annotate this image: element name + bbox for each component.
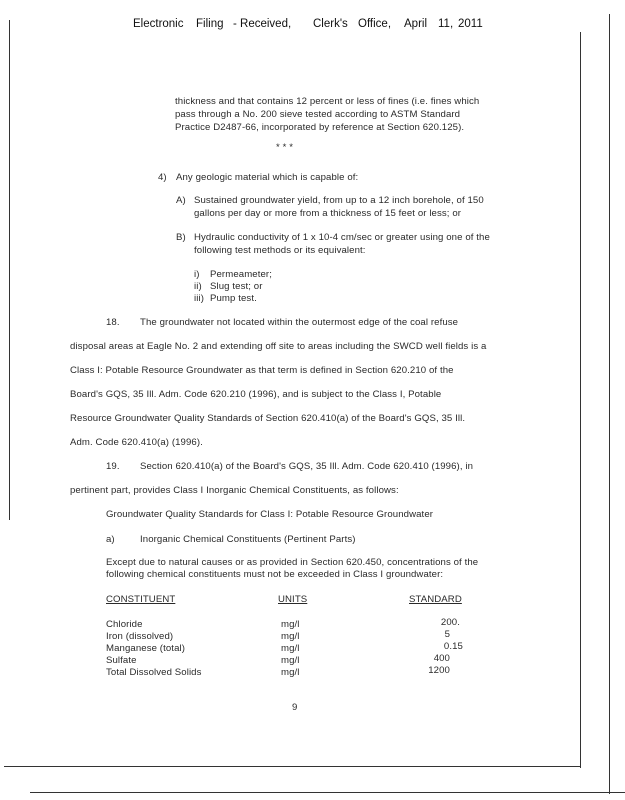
table-cell: 200. (440, 617, 460, 628)
ellipsis: * * * (276, 142, 294, 153)
table-cell: Sulfate (106, 655, 137, 666)
text-line: Adm. Code 620.410(a) (1996). (70, 437, 203, 448)
item-number: 4) (158, 172, 167, 183)
table-cell: mg/l (281, 655, 300, 666)
header-word: - Received, (233, 18, 292, 30)
text-line: The groundwater not located within the outermost edge of the coal refuse (140, 317, 459, 328)
table-cell: mg/l (281, 619, 300, 630)
column-header: STANDARD (409, 594, 462, 605)
header-word: Filing (196, 18, 224, 30)
test-number: ii) (194, 281, 202, 292)
scan-edge-far-right (609, 14, 610, 794)
header-word: 11, (438, 18, 454, 30)
test-method: Pump test. (210, 293, 257, 304)
column-header: CONSTITUENT (106, 594, 176, 605)
test-number: i) (194, 269, 200, 280)
table-cell: mg/l (281, 643, 300, 654)
table-cell: mg/l (281, 667, 300, 678)
text-line: Hydraulic conductivity of 1 x 10-4 cm/sec or greater using one of the (194, 232, 490, 243)
scan-edge-bottom-2 (30, 792, 625, 793)
item-label: A) (176, 195, 186, 206)
text-line: pass through a No. 200 sieve tested according to ASTM Standard (175, 109, 461, 120)
test-method: Permeameter; (210, 269, 272, 280)
text-line: following chemical constituents must not be exceeded in Class I groundwater: (106, 569, 444, 580)
table-cell: 400 (433, 653, 450, 664)
header-word: Clerk's (313, 18, 348, 30)
table-cell: 0.15 (443, 641, 463, 652)
text-line: Practice D2487-66, incorporated by reference at Section 620.125). (175, 122, 465, 133)
paragraph-number: 18. (106, 317, 120, 328)
scan-edge-left (9, 20, 10, 520)
text-line: Except due to natural causes or as provided in Section 620.450, concentrations of the (106, 557, 479, 568)
quote-heading: Groundwater Quality Standards for Class I: Potable Resource Groundwater (106, 509, 434, 520)
table-cell: mg/l (281, 631, 300, 642)
subsection-title: Inorganic Chemical Constituents (Pertinent Parts) (140, 534, 356, 545)
text-line: Class I: Potable Resource Groundwater as that term is defined in Section 620.210 of the (70, 365, 454, 376)
text-line: Any geologic material which is capable of: (176, 172, 359, 183)
test-number: iii) (194, 293, 204, 304)
item-label: B) (176, 232, 186, 243)
text-line: thickness and that contains 12 percent or less of fines (i.e. fines which (175, 96, 480, 107)
paragraph-number: 19. (106, 461, 120, 472)
scan-edge-right (580, 32, 581, 768)
page-number: 9 (292, 702, 298, 713)
scan-edge-bottom (4, 766, 580, 767)
table-cell: Total Dissolved Solids (106, 667, 202, 678)
table-cell: 5 (444, 629, 450, 640)
header-word: Electronic (133, 18, 184, 30)
column-header: UNITS (278, 594, 308, 605)
header-word: Office, (358, 18, 392, 30)
subsection-label: a) (106, 534, 115, 545)
table-cell: Chloride (106, 619, 143, 630)
table-cell: 1200 (428, 665, 450, 676)
table-cell: Iron (dissolved) (106, 631, 174, 642)
table-cell: Manganese (total) (106, 643, 186, 654)
text-line: gallons per day or more from a thickness of 15 feet or less; or (194, 208, 462, 219)
text-line: Section 620.410(a) of the Board's GQS, 35 Ill. Adm. Code 620.410 (1996), in (140, 461, 474, 472)
test-method: Slug test; or (210, 281, 263, 292)
header-word: April (404, 18, 428, 30)
header-word: 2011 (458, 18, 483, 30)
text-line: Sustained groundwater yield, from up to a 12 inch borehole, of 150 (194, 195, 484, 206)
text-line: disposal areas at Eagle No. 2 and extending off site to areas including the SWCD well fields is a (70, 341, 487, 352)
text-line: Board's GQS, 35 Ill. Adm. Code 620.210 (1996), and is subject to the Class I, Potable (70, 389, 442, 400)
text-line: pertinent part, provides Class I Inorganic Chemical Constituents, as follows: (70, 485, 399, 496)
text-line: Resource Groundwater Quality Standards of Section 620.410(a) of the Board's GQS, 35 Ill. (70, 413, 466, 424)
text-line: following test methods or its equivalent: (194, 245, 366, 256)
